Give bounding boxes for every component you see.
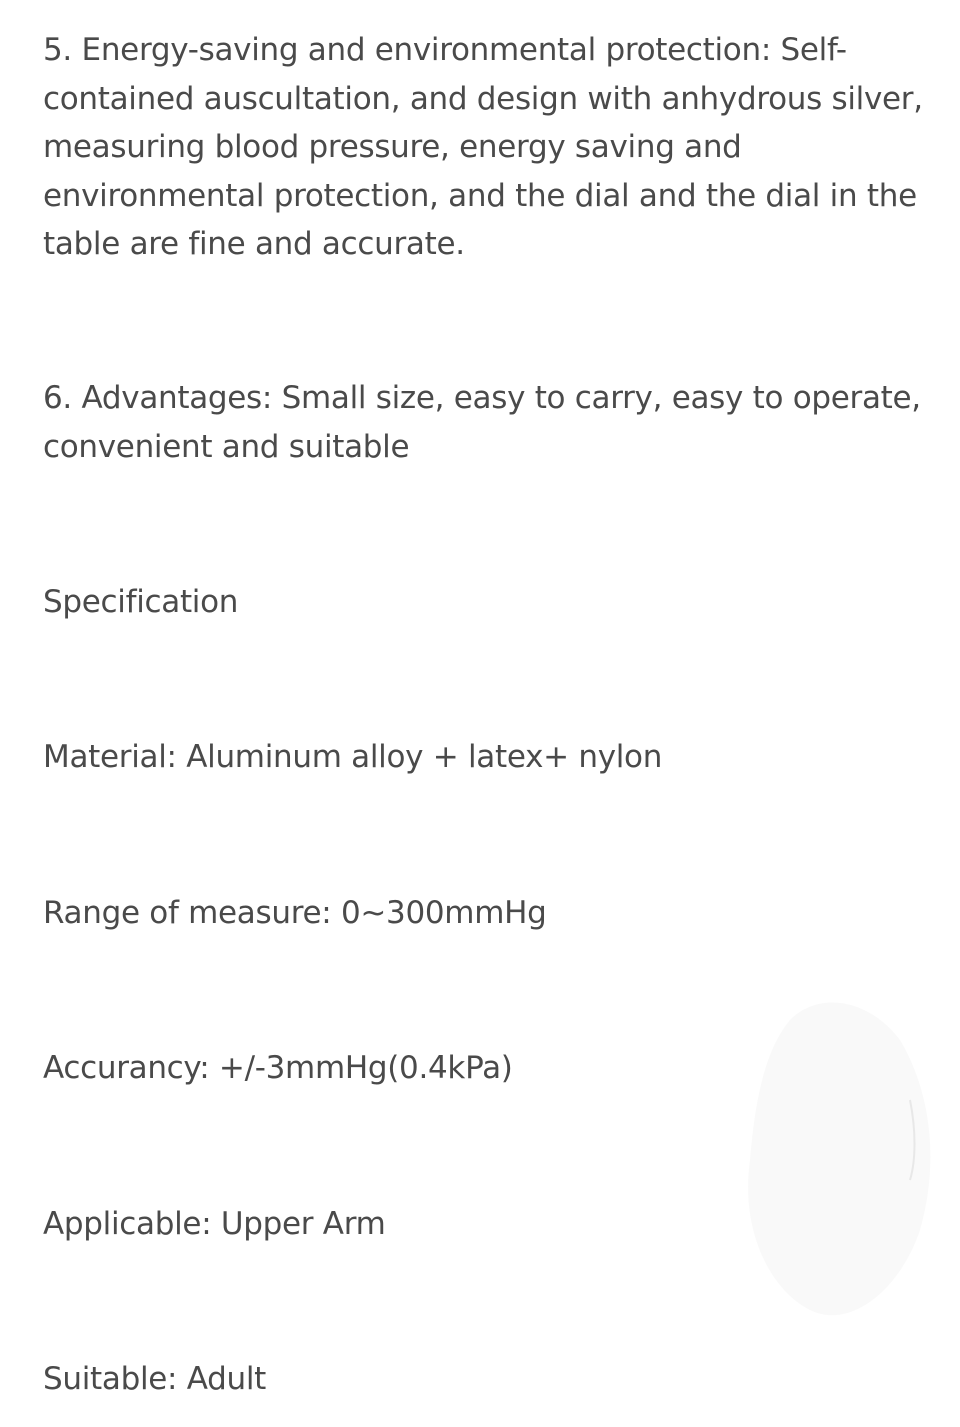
spec-applicable: Applicable: Upper Arm [43,1206,386,1242]
specification-heading: Specification [43,584,239,620]
spec-range: Range of measure: 0~300mmHg [43,895,547,931]
advantage-item-6: 6. Advantages: Small size, easy to carry, easy to operate, convenient and suitable [43,380,921,465]
advantage-item-5: 5. Energy-saving and environmental protection: Self-contained auscultation, and design with anhydrous silver, measuring blood pressure, energy saving and environmental protection, and the dial and the dial in the table are fine and accurate. [43,32,923,262]
spec-material: Material: Aluminum alloy + latex+ nylon [43,739,663,775]
spec-suitable: Suitable: Adult [43,1361,267,1397]
spec-accuracy: Accurancy: +/-3mmHg(0.4kPa) [43,1050,513,1086]
faint-smudge-mark [730,980,950,1340]
